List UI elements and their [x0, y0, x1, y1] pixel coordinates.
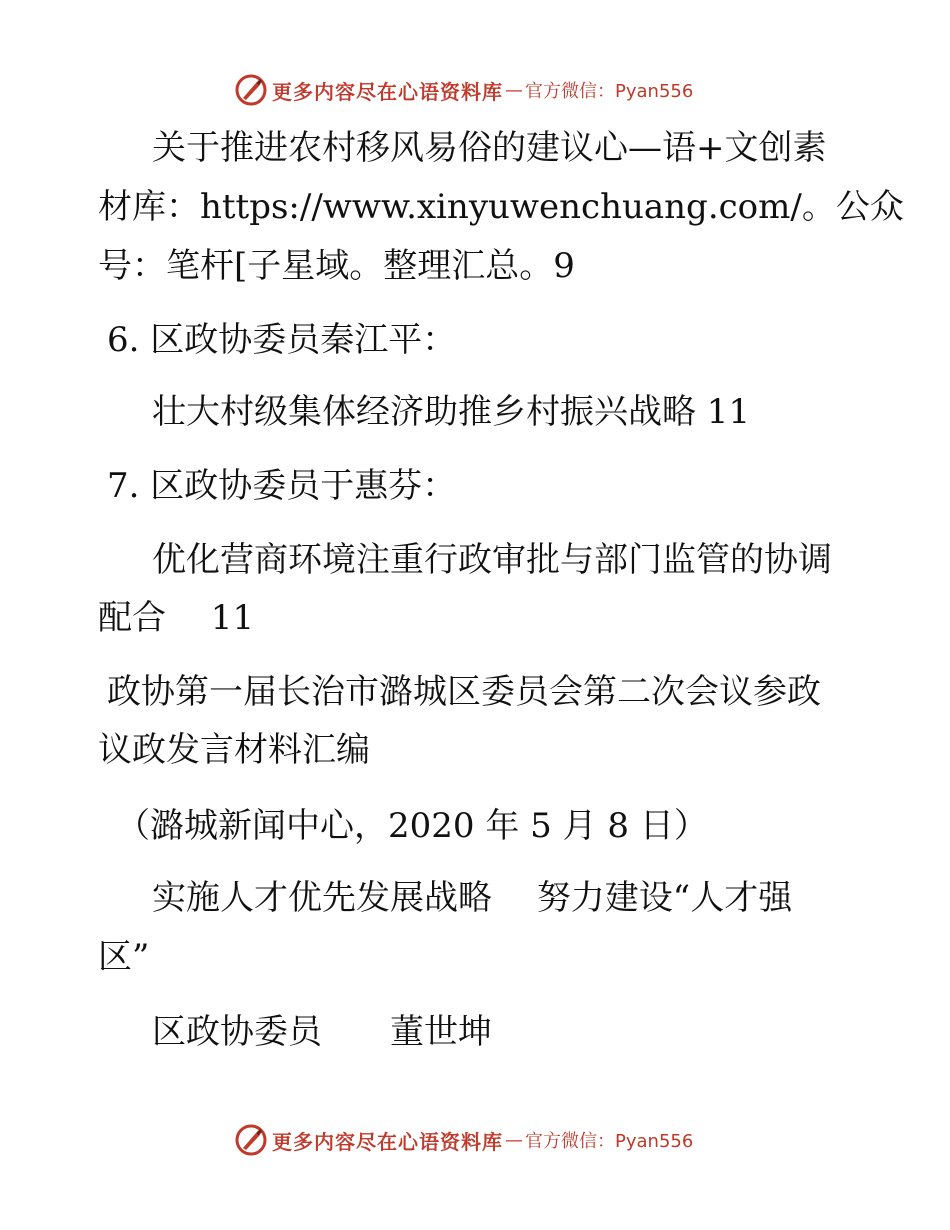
banner-main-text: 更多内容尽在心语资料库 — [272, 1129, 503, 1154]
doc-line-7: 优化营商环境注重行政审批与部门监管的协调 — [152, 540, 832, 580]
doc-line-4: 6. 区政协委员秦江平： — [107, 320, 457, 360]
pen-logo-icon — [234, 1123, 268, 1157]
banner-main-text: 更多内容尽在心语资料库 — [272, 79, 503, 104]
doc-line-3: 号：笔杆[子星域。整理汇总。9 — [98, 246, 575, 286]
footer-watermark-banner — [234, 1120, 693, 1160]
doc-line-5: 壮大村级集体经济助推乡村振兴战略 11 — [152, 392, 751, 432]
banner-contact-text: 官方微信：Pyan556 — [525, 1131, 694, 1152]
doc-line-13: 区” — [98, 937, 150, 977]
doc-line-8: 配合 11 — [98, 598, 255, 638]
doc-line-2: 材库：https://www.xinyuwenchuang.com/。公众 — [98, 187, 904, 227]
doc-line-1: 关于推进农村移风易俗的建议心—语+文创素 — [152, 128, 827, 168]
doc-line-9: 政协第一届长治市潞城区委员会第二次会议参政 — [107, 672, 821, 712]
banner-dash: — — [505, 79, 523, 101]
banner-contact-text: 官方微信：Pyan556 — [525, 81, 694, 102]
doc-line-11: （潞城新闻中心，2020 年 5 月 8 日） — [116, 806, 708, 846]
header-watermark-banner — [234, 70, 693, 110]
banner-dash: — — [505, 1129, 523, 1151]
doc-line-6: 7. 区政协委员于惠芬： — [107, 466, 457, 506]
doc-line-14: 区政协委员 董世坤 — [152, 1012, 492, 1052]
doc-line-10: 议政发言材料汇编 — [98, 730, 370, 770]
pen-logo-icon — [234, 73, 268, 107]
doc-line-12: 实施人才优先发展战略 努力建设“人才强 — [152, 878, 793, 918]
